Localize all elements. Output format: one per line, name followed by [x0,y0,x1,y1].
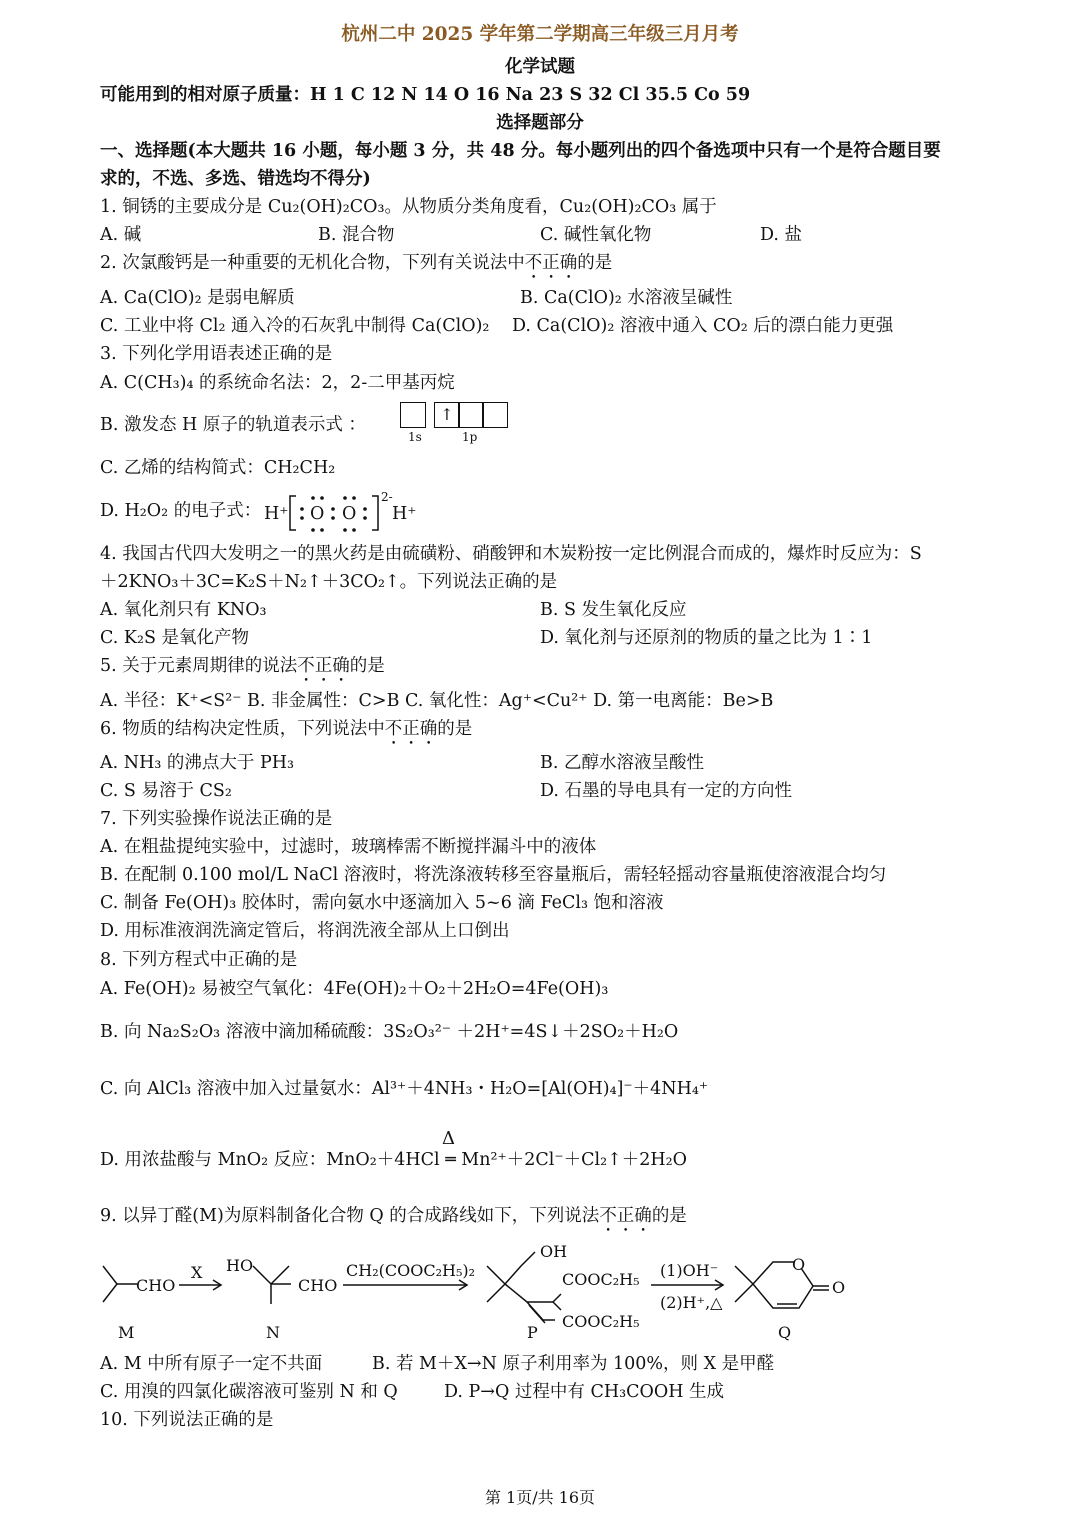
q8-stem: 8. 下列方程式中正确的是 [100,950,298,970]
q2-option-b: B. Ca(ClO)₂ 水溶液呈碱性 [520,288,733,308]
compound-p-label: P [527,1323,538,1342]
q8-option-b: B. 向 Na₂S₂O₃ 溶液中滴加稀硫酸：3S₂O₃²⁻ ＋2H⁺=4S↓＋2SO₂＋H₂O [100,1022,679,1042]
synthesis-scheme [95,1238,875,1348]
q6-option-c: C. S 易溶于 CS₂ [100,781,232,801]
q10-stem: 10. 下列说法正确的是 [100,1410,274,1430]
q3-option-b: B. 激发态 H 原子的轨道表示式 ： [100,415,366,435]
subject-title: 化学试题 [505,57,575,77]
q3-option-c: C. 乙烯的结构简式：CH₂CH₂ [100,458,336,478]
orbital-box-1p-1: ↑ [434,402,460,428]
p-ester-2: COOC₂H₅ [562,1312,640,1331]
m-cho-label: CHO [136,1276,176,1295]
compound-q-label: Q [778,1323,792,1342]
q1-stem: 1. 铜锈的主要成分是 Cu₂(OH)₂CO₃。从物质分类角度看，Cu₂(OH)₂CO₃ 属于 [100,197,717,217]
m-skeleton [103,1266,117,1302]
q8-option-d: D. 用浓盐酸与 MnO₂ 反应：MnO₂＋4HCl ═ Mn²⁺＋2Cl⁻＋Cl₂↑＋2H₂O [100,1150,688,1170]
step-1-label: (1)OH⁻ [660,1261,719,1280]
exam-title: 杭州二中 2025 学年第二学期高三年级三月月考 [341,24,739,45]
q7-option-b: B. 在配制 0.100 mol/L NaCl 溶液时，将洗涤液转移至容量瓶后，需轻轻摇动容量瓶使溶液混合均匀 [100,865,887,885]
n-cho-label: CHO [298,1276,338,1295]
q6-option-b: B. 乙醇水溶液呈酸性 [540,753,704,773]
q5-stem: 5. 关于元素周期律的说法不正确的是 [100,656,385,676]
q4-option-d: D. 氧化剂与还原剂的物质的量之比为 1∶1 [540,628,873,648]
q9-option-b: B. 若 M＋X→N 原子利用率为 100%，则 X 是甲醛 [372,1354,775,1374]
h2o2-h-right: H⁺ [392,504,417,524]
section-instructions-2: 求的，不选、多选、错选均不得分) [100,169,371,189]
orbital-label-1p: 1p [462,430,478,444]
q5-options: A. 半径：K⁺<S²⁻ B. 非金属性：C>B C. 氧化性：Ag⁺<Cu²⁺ D. 第一电离能：Be>B [100,691,774,711]
q4-option-c: C. K₂S 是氧化产物 [100,628,250,648]
q9-option-d: D. P→Q 过程中有 CH₃COOH 生成 [444,1382,725,1402]
orbital-box-1p-3 [482,402,508,428]
q9-stem: 9. 以异丁醛(M)为原料制备化合物 Q 的合成路线如下，下列说法不正确的是 [100,1206,687,1226]
q2-stem: 2. 次氯酸钙是一种重要的无机化合物，下列有关说法中不正确的是 [100,253,613,273]
q4-stem-1: 4. 我国古代四大发明之一的黑火药是由硫磺粉、硝酸钾和木炭粉按一定比例混合而成的，爆炸时反应为：S [100,544,922,564]
q9-option-a: A. M 中所有原子一定不共面 [100,1354,323,1374]
reagent-x-label: X [191,1263,203,1282]
q-carbonyl-oxygen: O [832,1278,846,1297]
q1-option-c: C. 碱性氧化物 [540,225,652,245]
q4-option-a: A. 氧化剂只有 KNO₃ [100,600,267,620]
q-ring-oxygen: O [792,1255,806,1274]
q2-option-c: C. 工业中将 Cl₂ 通入冷的石灰乳中制得 Ca(ClO)₂ [100,316,490,336]
orbital-box-1s [400,402,426,428]
n-ho-label: HO [226,1256,254,1275]
step-2-label: (2)H⁺,△ [660,1293,723,1312]
p-ester-1: COOC₂H₅ [562,1270,640,1289]
q3-option-a: A. C(CH₃)₄ 的系统命名法：2，2-二甲基丙烷 [100,373,455,393]
q6-option-a: A. NH₃ 的沸点大于 PH₃ [100,753,295,773]
part-title: 选择题部分 [496,113,584,133]
q7-option-c: C. 制备 Fe(OH)₃ 胶体时，需向氨水中逐滴加入 5~6 滴 FeCl₃ 饱和溶液 [100,893,664,913]
q3-stem: 3. 下列化学用语表述正确的是 [100,344,333,364]
q4-option-b: B. S 发生氧化反应 [540,600,687,620]
q6-option-d: D. 石墨的导电具有一定的方向性 [540,781,793,801]
p-oh-label: OH [540,1242,568,1261]
q7-option-a: A. 在粗盐提纯实验中，过滤时，玻璃棒需不断搅拌漏斗中的液体 [100,837,597,857]
compound-m-label: M [118,1323,135,1342]
q8-option-c: C. 向 AlCl₃ 溶液中加入过量氨水：Al³⁺＋4NH₃・H₂O=[Al(OH)₄]⁻＋4NH₄⁺ [100,1079,709,1099]
q3-option-d: D. H₂O₂ 的电子式： [100,501,262,521]
q7-stem: 7. 下列实验操作说法正确的是 [100,809,333,829]
page-footer: 第 1页/共 16页 [484,1488,596,1507]
orbital-label-1s: 1s [408,430,422,444]
q4-stem-2: ＋2KNO₃＋3C=K₂S＋N₂↑＋3CO₂↑。下列说法正确的是 [100,572,558,592]
compound-n-label: N [266,1323,280,1342]
malonate-reagent: CH₂(COOC₂H₅)₂ [346,1261,476,1280]
section-instructions-1: 一、选择题(本大题共 16 小题，每小题 3 分，共 48 分。每小题列出的四个备选项中只有一个是符合题目要 [100,141,941,161]
q7-option-d: D. 用标准液润洗滴定管后，将润洗液全部从上口倒出 [100,921,510,941]
q1-option-a: A. 碱 [100,225,142,245]
heat-delta-symbol: Δ [442,1128,455,1149]
atomic-masses: 可能用到的相对原子质量：H 1 C 12 N 14 O 16 Na 23 S 32 Cl 35.5 Co 59 [100,85,751,105]
q2-option-a: A. Ca(ClO)₂ 是弱电解质 [100,288,295,308]
h2o2-oxygen-1: O [310,504,325,524]
q1-option-d: D. 盐 [760,225,803,245]
q6-stem: 6. 物质的结构决定性质，下列说法中不正确的是 [100,719,473,739]
h2o2-oxygen-2: O [342,504,357,524]
q9-option-c: C. 用溴的四氯化碳溶液可鉴别 N 和 Q [100,1382,398,1402]
h2o2-charge: 2- [381,490,393,504]
orbital-box-1p-2 [458,402,484,428]
h2o2-h-left: H⁺ [264,504,289,524]
q8-option-a: A. Fe(OH)₂ 易被空气氧化：4Fe(OH)₂＋O₂＋2H₂O=4Fe(OH)₃ [100,979,609,999]
q2-option-d: D. Ca(ClO)₂ 溶液中通入 CO₂ 后的漂白能力更强 [512,316,894,336]
n-skeleton [253,1266,291,1304]
q1-option-b: B. 混合物 [318,225,395,245]
